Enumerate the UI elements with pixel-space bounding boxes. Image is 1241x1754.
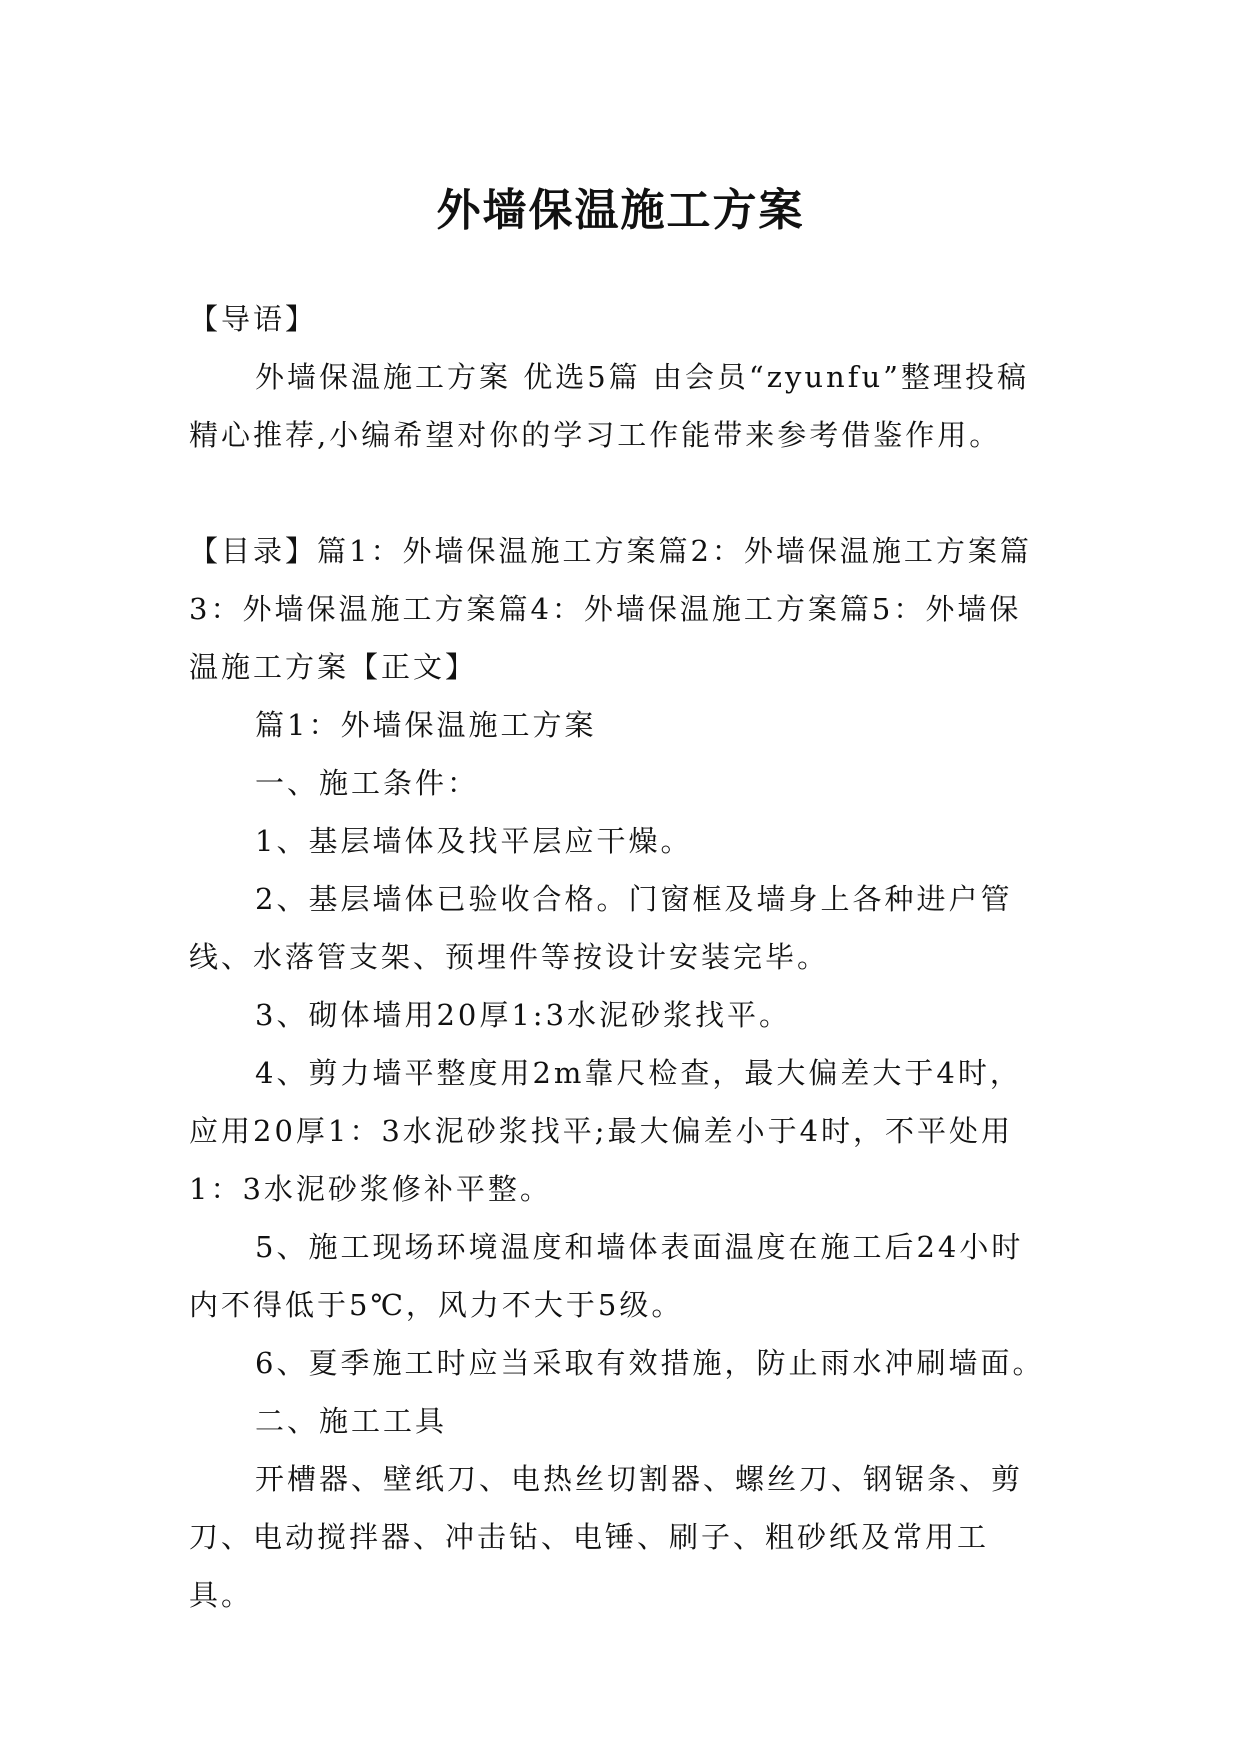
table-of-contents: 【目录】篇1：外墙保温施工方案篇2：外墙保温施工方案篇3：外墙保温施工方案篇4：外墙保温施工方案篇5：外墙保温施工方案【正文】 bbox=[189, 534, 1032, 684]
condition-item-6: 6、夏季施工时应当采取有效措施，防止雨水冲刷墙面。 bbox=[255, 1346, 1045, 1380]
section-heading-intro: 【导语】 bbox=[189, 302, 318, 336]
condition-item-1: 1、基层墙体及找平层应干燥。 bbox=[255, 824, 693, 858]
document-title: 外墙保温施工方案 bbox=[436, 185, 805, 237]
condition-item-3: 3、砌体墙用20厚1:3水泥砂浆找平。 bbox=[255, 998, 792, 1032]
section-heading-conditions: 一、施工条件： bbox=[255, 766, 480, 800]
tools-paragraph: 开槽器、壁纸刀、电热丝切割器、螺丝刀、钢锯条、剪刀、电动搅拌器、冲击钻、电锤、刷子、粗砂纸及常用工具。 bbox=[189, 1462, 1024, 1612]
section-heading-tools: 二、施工工具 bbox=[255, 1404, 448, 1438]
chapter-heading: 篇1：外墙保温施工方案 bbox=[255, 708, 597, 742]
intro-paragraph: 外墙保温施工方案 优选5篇 由会员“zyunfu”整理投稿精心推荐,小编希望对你的学习工作能带来参考借鉴作用。 bbox=[189, 360, 1029, 452]
document-body bbox=[189, 290, 1051, 1624]
condition-item-2: 2、基层墙体已验收合格。门窗框及墙身上各种进户管线、水落管支架、预埋件等按设计安装完毕。 bbox=[189, 882, 1013, 974]
condition-item-5: 5、施工现场环境温度和墙体表面温度在施工后24小时内不得低于5℃，风力不大于5级。 bbox=[189, 1230, 1024, 1322]
condition-item-4: 4、剪力墙平整度用2m靠尺检查，最大偏差大于4时，应用20厚1：3水泥砂浆找平;最大偏差小于4时，不平处用1：3水泥砂浆修补平整。 bbox=[189, 1056, 1022, 1206]
